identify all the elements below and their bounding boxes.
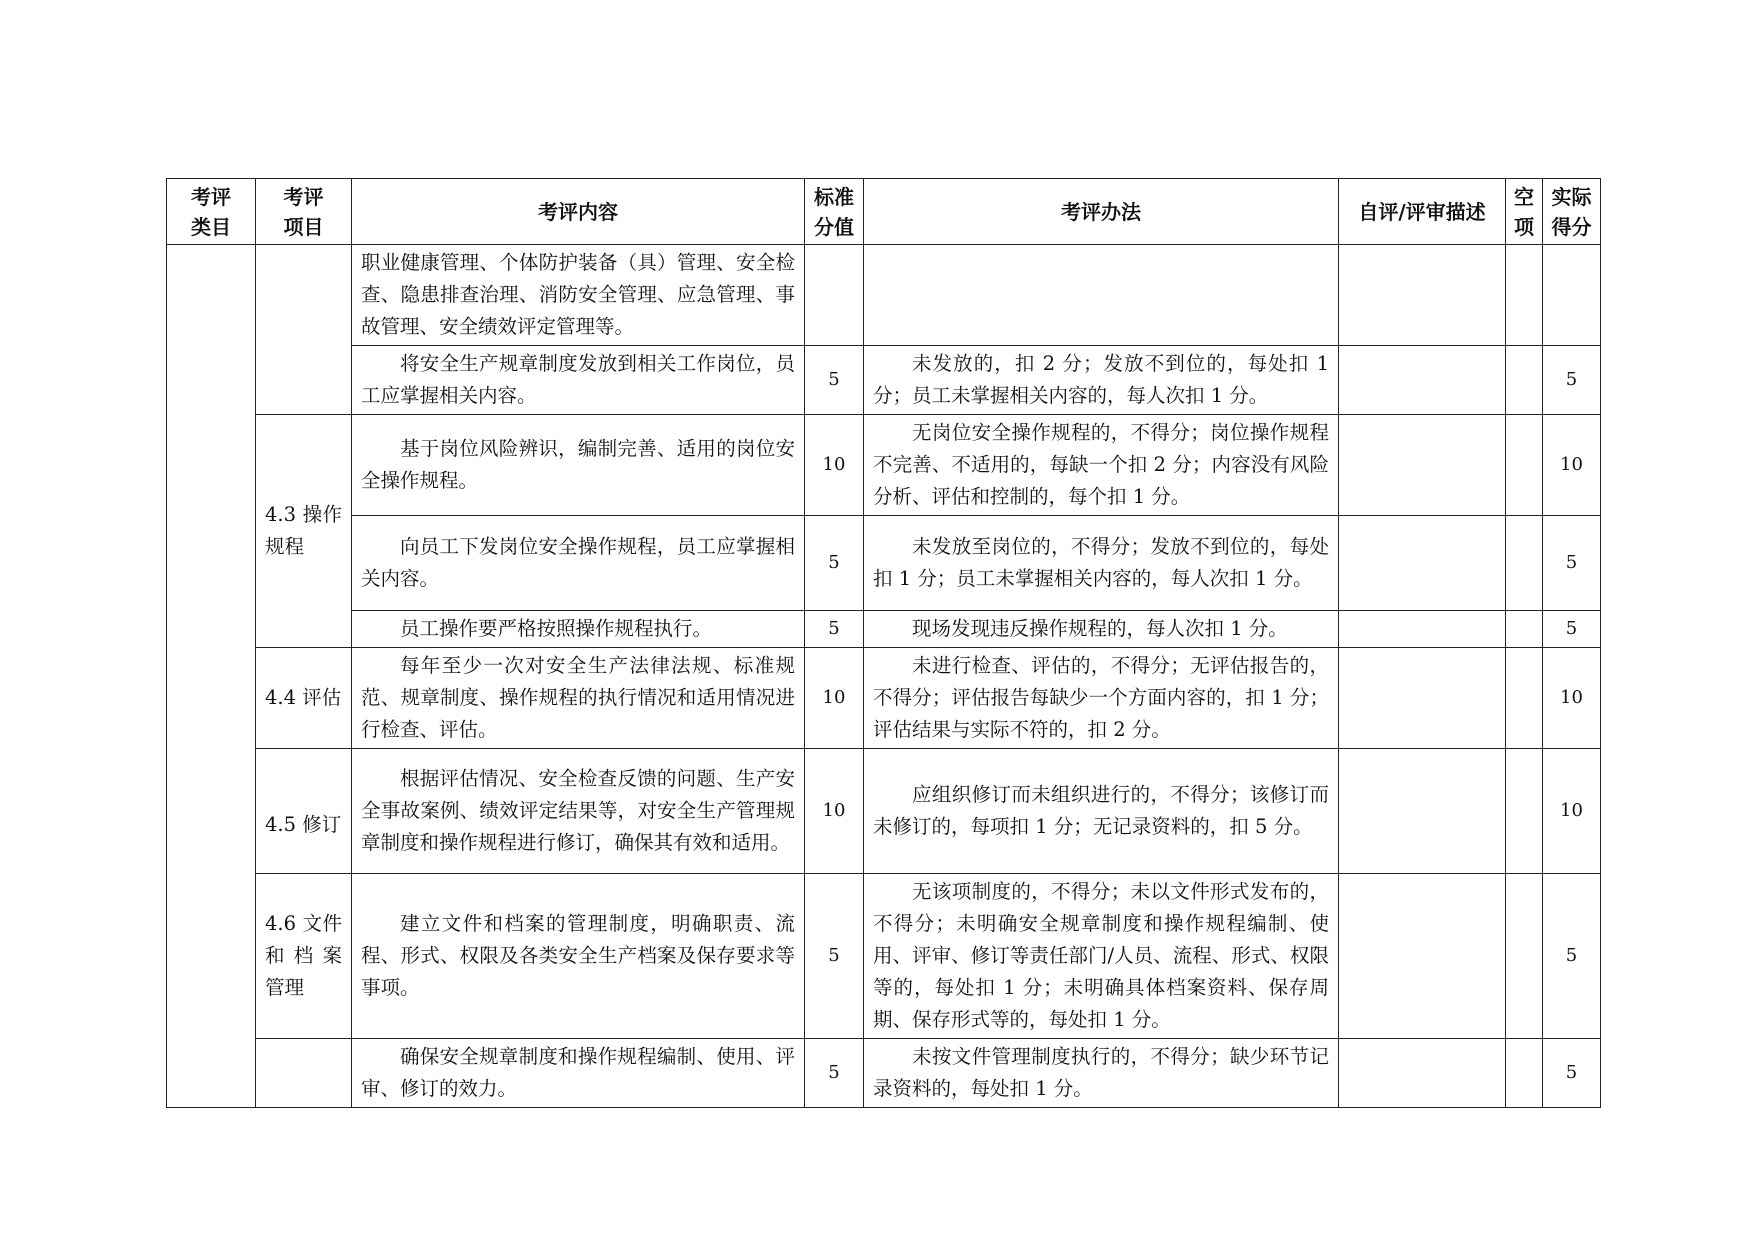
content-cell: 根据评估情况、安全检查反馈的问题、生产安全事故案例、绩效评定结果等，对安全生产管理规章制度和操作规程进行修订，确保其有效和适用。 — [352, 749, 805, 874]
self-review-cell — [1339, 1039, 1506, 1108]
item-cell — [256, 1039, 352, 1108]
table-row — [167, 648, 1601, 749]
header-row — [167, 179, 1601, 245]
item-cell: 4.4 评估 — [256, 648, 352, 749]
standard-score-cell: 5 — [805, 346, 864, 415]
standard-score-cell: 10 — [805, 648, 864, 749]
method-cell: 无岗位安全操作规程的，不得分；岗位操作规程不完善、不适用的，每缺一个扣 2 分；内容没有风险分析、评估和控制的，每个扣 1 分。 — [864, 415, 1339, 516]
self-review-cell — [1339, 245, 1506, 346]
header-category: 考评 类目 — [167, 179, 256, 245]
empty-item-cell — [1506, 1039, 1543, 1108]
header-method: 考评办法 — [864, 179, 1339, 245]
table-row — [167, 874, 1601, 1039]
item-cell — [256, 245, 352, 415]
method-cell: 现场发现违反操作规程的，每人次扣 1 分。 — [864, 611, 1339, 648]
category-cell — [167, 245, 256, 1108]
content-cell: 向员工下发岗位安全操作规程，员工应掌握相关内容。 — [352, 516, 805, 611]
self-review-cell — [1339, 516, 1506, 611]
method-cell: 应组织修订而未组织进行的，不得分；该修订而未修订的，每项扣 1 分；无记录资料的，扣 5 分。 — [864, 749, 1339, 874]
self-review-cell — [1339, 415, 1506, 516]
actual-score-cell: 5 — [1543, 1039, 1601, 1108]
table-row — [167, 516, 1601, 611]
empty-item-cell — [1506, 245, 1543, 346]
self-review-cell — [1339, 874, 1506, 1039]
actual-score-cell: 5 — [1543, 346, 1601, 415]
item-cell: 4.3 操作规程 — [256, 415, 352, 648]
standard-score-cell: 5 — [805, 874, 864, 1039]
header-standard-score: 标准 分值 — [805, 179, 864, 245]
standard-score-cell: 5 — [805, 516, 864, 611]
method-cell — [864, 245, 1339, 346]
standard-score-cell — [805, 245, 864, 346]
content-cell: 员工操作要严格按照操作规程执行。 — [352, 611, 805, 648]
self-review-cell — [1339, 749, 1506, 874]
content-cell: 职业健康管理、个体防护装备（具）管理、安全检查、隐患排查治理、消防安全管理、应急管理、事故管理、安全绩效评定管理等。 — [352, 245, 805, 346]
standard-score-cell: 5 — [805, 611, 864, 648]
actual-score-cell: 10 — [1543, 749, 1601, 874]
content-cell: 确保安全规章制度和操作规程编制、使用、评审、修订的效力。 — [352, 1039, 805, 1108]
empty-item-cell — [1506, 648, 1543, 749]
actual-score-cell: 5 — [1543, 874, 1601, 1039]
content-cell: 每年至少一次对安全生产法律法规、标准规范、规章制度、操作规程的执行情况和适用情况进行检查、评估。 — [352, 648, 805, 749]
empty-item-cell — [1506, 516, 1543, 611]
header-self-review: 自评/评审描述 — [1339, 179, 1506, 245]
standard-score-cell: 10 — [805, 415, 864, 516]
content-cell: 建立文件和档案的管理制度，明确职责、流程、形式、权限及各类安全生产档案及保存要求等事项。 — [352, 874, 805, 1039]
header-content: 考评内容 — [352, 179, 805, 245]
actual-score-cell: 10 — [1543, 648, 1601, 749]
self-review-cell — [1339, 346, 1506, 415]
item-cell: 4.5 修订 — [256, 749, 352, 874]
header-item: 考评 项目 — [256, 179, 352, 245]
method-cell: 未进行检查、评估的，不得分；无评估报告的，不得分；评估报告每缺少一个方面内容的，扣 1 分；评估结果与实际不符的，扣 2 分。 — [864, 648, 1339, 749]
empty-item-cell — [1506, 749, 1543, 874]
content-cell: 基于岗位风险辨识，编制完善、适用的岗位安全操作规程。 — [352, 415, 805, 516]
standard-score-cell: 5 — [805, 1039, 864, 1108]
table-row — [167, 415, 1601, 516]
empty-item-cell — [1506, 874, 1543, 1039]
self-review-cell — [1339, 611, 1506, 648]
empty-item-cell — [1506, 611, 1543, 648]
item-cell: 4.6 文件和档案管理 — [256, 874, 352, 1039]
header-actual-score: 实际 得分 — [1543, 179, 1601, 245]
method-cell: 未按文件管理制度执行的，不得分；缺少环节记录资料的，每处扣 1 分。 — [864, 1039, 1339, 1108]
actual-score-cell: 5 — [1543, 611, 1601, 648]
table-row — [167, 749, 1601, 874]
content-cell: 将安全生产规章制度发放到相关工作岗位，员工应掌握相关内容。 — [352, 346, 805, 415]
method-cell: 未发放的，扣 2 分；发放不到位的，每处扣 1 分；员工未掌握相关内容的，每人次扣 1 分。 — [864, 346, 1339, 415]
actual-score-cell: 10 — [1543, 415, 1601, 516]
self-review-cell — [1339, 648, 1506, 749]
standard-score-cell: 10 — [805, 749, 864, 874]
method-cell: 未发放至岗位的，不得分；发放不到位的，每处扣 1 分；员工未掌握相关内容的，每人次扣 1 分。 — [864, 516, 1339, 611]
actual-score-cell — [1543, 245, 1601, 346]
actual-score-cell: 5 — [1543, 516, 1601, 611]
method-cell: 无该项制度的，不得分；未以文件形式发布的，不得分；未明确安全规章制度和操作规程编制、使用、评审、修订等责任部门/人员、流程、形式、权限等的，每处扣 1 分；未明确具体档案资料、保存周期、保存形式等的，每处扣 1 分。 — [864, 874, 1339, 1039]
header-empty-item: 空 项 — [1506, 179, 1543, 245]
table-row — [167, 1039, 1601, 1108]
empty-item-cell — [1506, 415, 1543, 516]
evaluation-table — [166, 178, 1601, 1108]
table-row — [167, 245, 1601, 346]
table-row — [167, 346, 1601, 415]
empty-item-cell — [1506, 346, 1543, 415]
table-row — [167, 611, 1601, 648]
